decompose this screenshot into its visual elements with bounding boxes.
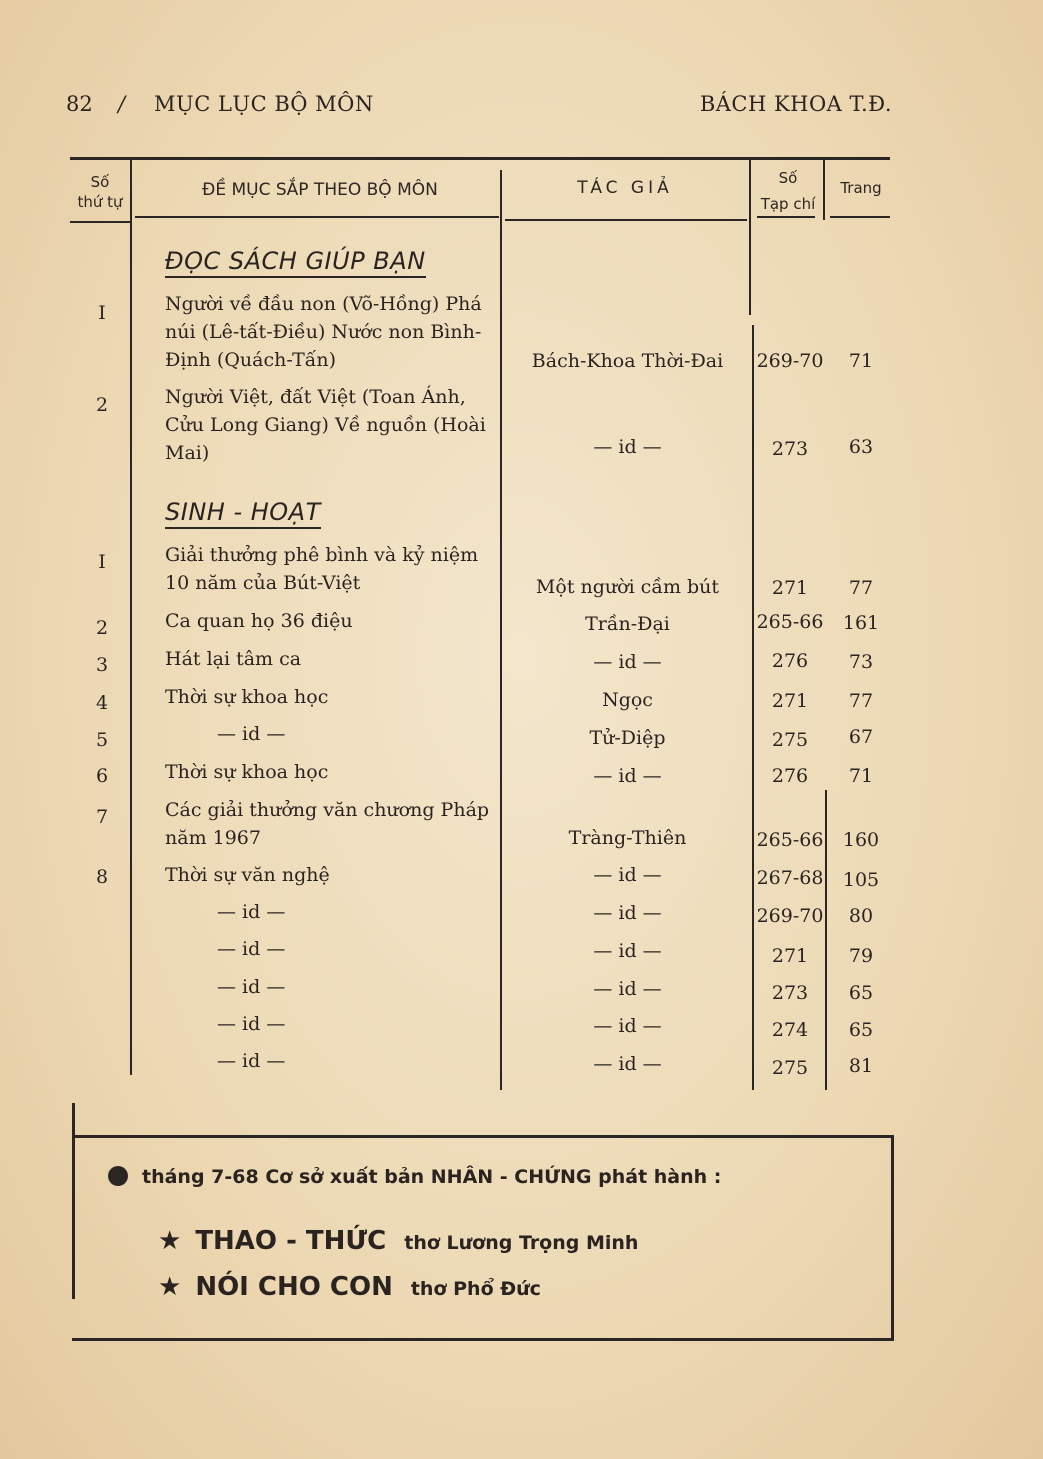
row-title: — id — bbox=[217, 723, 286, 745]
row-author: — id — bbox=[593, 1015, 662, 1037]
book-title: THAO - THỨC bbox=[195, 1226, 387, 1256]
row-page: 105 bbox=[842, 869, 880, 891]
row-page: 71 bbox=[848, 765, 874, 787]
row-author: Trần-Đại bbox=[585, 613, 670, 635]
page-header bbox=[66, 92, 892, 122]
row-page: 67 bbox=[848, 726, 874, 748]
bullet-icon bbox=[108, 1166, 128, 1186]
header-title: ĐỀ MỤC SẮP THEO BỘ MÔN bbox=[202, 180, 438, 200]
row-issue: 265-66 bbox=[756, 611, 824, 633]
row-author: Tử-Diệp bbox=[589, 727, 666, 749]
row-issue: 273 bbox=[771, 982, 809, 1004]
row-number: 7 bbox=[95, 806, 109, 828]
row-page: 81 bbox=[848, 1055, 874, 1077]
row-issue: 265-66 bbox=[756, 829, 824, 851]
row-title: Thời sự văn nghệ bbox=[165, 864, 330, 886]
row-issue: 274 bbox=[771, 1019, 809, 1041]
row-title: — id — bbox=[217, 1050, 286, 1072]
row-author: — id — bbox=[593, 940, 662, 962]
row-number: 6 bbox=[95, 765, 109, 787]
row-author: Bách-Khoa Thời-Đai bbox=[531, 350, 724, 372]
column-divider-3a bbox=[749, 160, 751, 315]
row-author: — id — bbox=[593, 864, 662, 886]
journal-name: BÁCH KHOA T.Đ. bbox=[699, 92, 892, 116]
row-page: 73 bbox=[848, 651, 874, 673]
row-issue: 271 bbox=[771, 945, 809, 967]
header-order-line1: Số bbox=[90, 173, 110, 191]
row-page: 65 bbox=[848, 982, 874, 1004]
row-number: 4 bbox=[95, 692, 109, 714]
header-rule-title bbox=[135, 216, 499, 218]
row-title: — id — bbox=[217, 938, 286, 960]
row-issue: 269-70 bbox=[756, 905, 824, 927]
star-icon: ★ bbox=[158, 1226, 182, 1256]
header-rule-order bbox=[70, 221, 130, 223]
header-rule-page bbox=[830, 216, 890, 218]
row-title: Thời sự khoa học bbox=[165, 686, 329, 708]
advert-border-right bbox=[891, 1135, 894, 1340]
row-number: I bbox=[98, 302, 106, 324]
row-title: — id — bbox=[217, 1013, 286, 1035]
row-number: 5 bbox=[95, 729, 109, 751]
row-page: 77 bbox=[848, 690, 874, 712]
row-title-text: Người về đầu non (Võ-Hồng) Phá núi (Lê-tất-Điều) Nước non Bình-Định (Quách-Tấn) bbox=[165, 293, 482, 371]
row-page: 77 bbox=[848, 577, 874, 599]
advert-book bbox=[158, 1272, 541, 1302]
row-author: — id — bbox=[593, 902, 662, 924]
row-page: 80 bbox=[848, 905, 874, 927]
row-author: — id — bbox=[593, 651, 662, 673]
section-heading: SINH - HOẠT bbox=[165, 498, 321, 526]
row-author: — id — bbox=[593, 436, 662, 458]
header-order bbox=[70, 172, 130, 212]
row-issue: 269-70 bbox=[756, 350, 824, 372]
row-author: — id — bbox=[593, 1053, 662, 1075]
row-title: Thời sự khoa học bbox=[165, 761, 329, 783]
book-author: thơ Lương Trọng Minh bbox=[404, 1232, 639, 1254]
row-author: Ngọc bbox=[602, 689, 653, 711]
row-author: Tràng-Thiên bbox=[568, 827, 687, 849]
advert-border-bottom bbox=[72, 1338, 894, 1341]
row-issue: 276 bbox=[771, 765, 809, 787]
row-issue: 267-68 bbox=[756, 867, 824, 889]
header-issue-line2: Tạp chí bbox=[760, 195, 816, 213]
advert-intro-text: tháng 7-68 Cơ sở xuất bản NHÂN - CHỨNG phát hành : bbox=[142, 1166, 722, 1188]
row-title bbox=[165, 290, 495, 374]
header-rule-issue bbox=[757, 216, 815, 218]
header-issue bbox=[752, 168, 824, 214]
header-order-line2: thứ tự bbox=[77, 193, 123, 211]
row-page: 65 bbox=[848, 1019, 874, 1041]
book-title: NÓI CHO CON bbox=[195, 1272, 393, 1302]
row-issue: 273 bbox=[771, 438, 809, 460]
star-icon: ★ bbox=[158, 1272, 182, 1302]
advert-border-top bbox=[72, 1135, 894, 1138]
row-issue: 271 bbox=[771, 577, 809, 599]
row-page: 79 bbox=[848, 945, 874, 967]
table-top-rule bbox=[70, 157, 890, 160]
row-author: Một người cầm bút bbox=[535, 576, 720, 598]
row-title: Các giải thưởng văn chương Pháp năm 1967 bbox=[165, 799, 490, 849]
row-title: Hát lại tâm ca bbox=[165, 648, 302, 670]
row-number: 8 bbox=[95, 866, 109, 888]
row-issue: 275 bbox=[771, 729, 809, 751]
row-title: Người Việt, đất Việt (Toan Ánh, Cửu Long Giang) Về nguồn (Hoài Mai) bbox=[165, 386, 486, 464]
row-title: — id — bbox=[217, 901, 286, 923]
section-heading: ĐỌC SÁCH GIÚP BẠN bbox=[165, 247, 426, 275]
advert-book bbox=[158, 1226, 638, 1256]
row-author: — id — bbox=[593, 978, 662, 1000]
row-page: 71 bbox=[848, 350, 874, 372]
row-page: 161 bbox=[842, 612, 880, 634]
row-page: 160 bbox=[842, 829, 880, 851]
advert-border-left bbox=[72, 1103, 75, 1299]
header-issue-line1: Số bbox=[778, 169, 798, 187]
row-title: Giải thưởng phê bình và kỷ niệm 10 năm của Bút-Việt bbox=[165, 544, 479, 594]
row-number: 2 bbox=[95, 394, 109, 416]
row-page: 63 bbox=[848, 436, 874, 458]
header-page: Trang bbox=[840, 179, 882, 197]
column-divider-2 bbox=[500, 170, 502, 1090]
row-author: — id — bbox=[593, 765, 662, 787]
row-number: I bbox=[98, 551, 106, 573]
row-number: 3 bbox=[95, 654, 109, 676]
page-number: 82 bbox=[66, 92, 93, 116]
header-author: TÁC GIẢ bbox=[577, 178, 673, 198]
row-number: 2 bbox=[95, 617, 109, 639]
row-issue: 275 bbox=[771, 1057, 809, 1079]
row-issue: 271 bbox=[771, 690, 809, 712]
header-separator: / bbox=[118, 92, 126, 116]
section-title: MỤC LỤC BỘ MÔN bbox=[154, 92, 374, 116]
row-title: Ca quan họ 36 điệu bbox=[165, 610, 353, 632]
book-author: thơ Phổ Đức bbox=[410, 1278, 541, 1300]
row-title: — id — bbox=[217, 976, 286, 998]
header-rule-author bbox=[505, 219, 747, 221]
row-issue: 276 bbox=[771, 650, 809, 672]
advert-intro bbox=[108, 1166, 721, 1188]
